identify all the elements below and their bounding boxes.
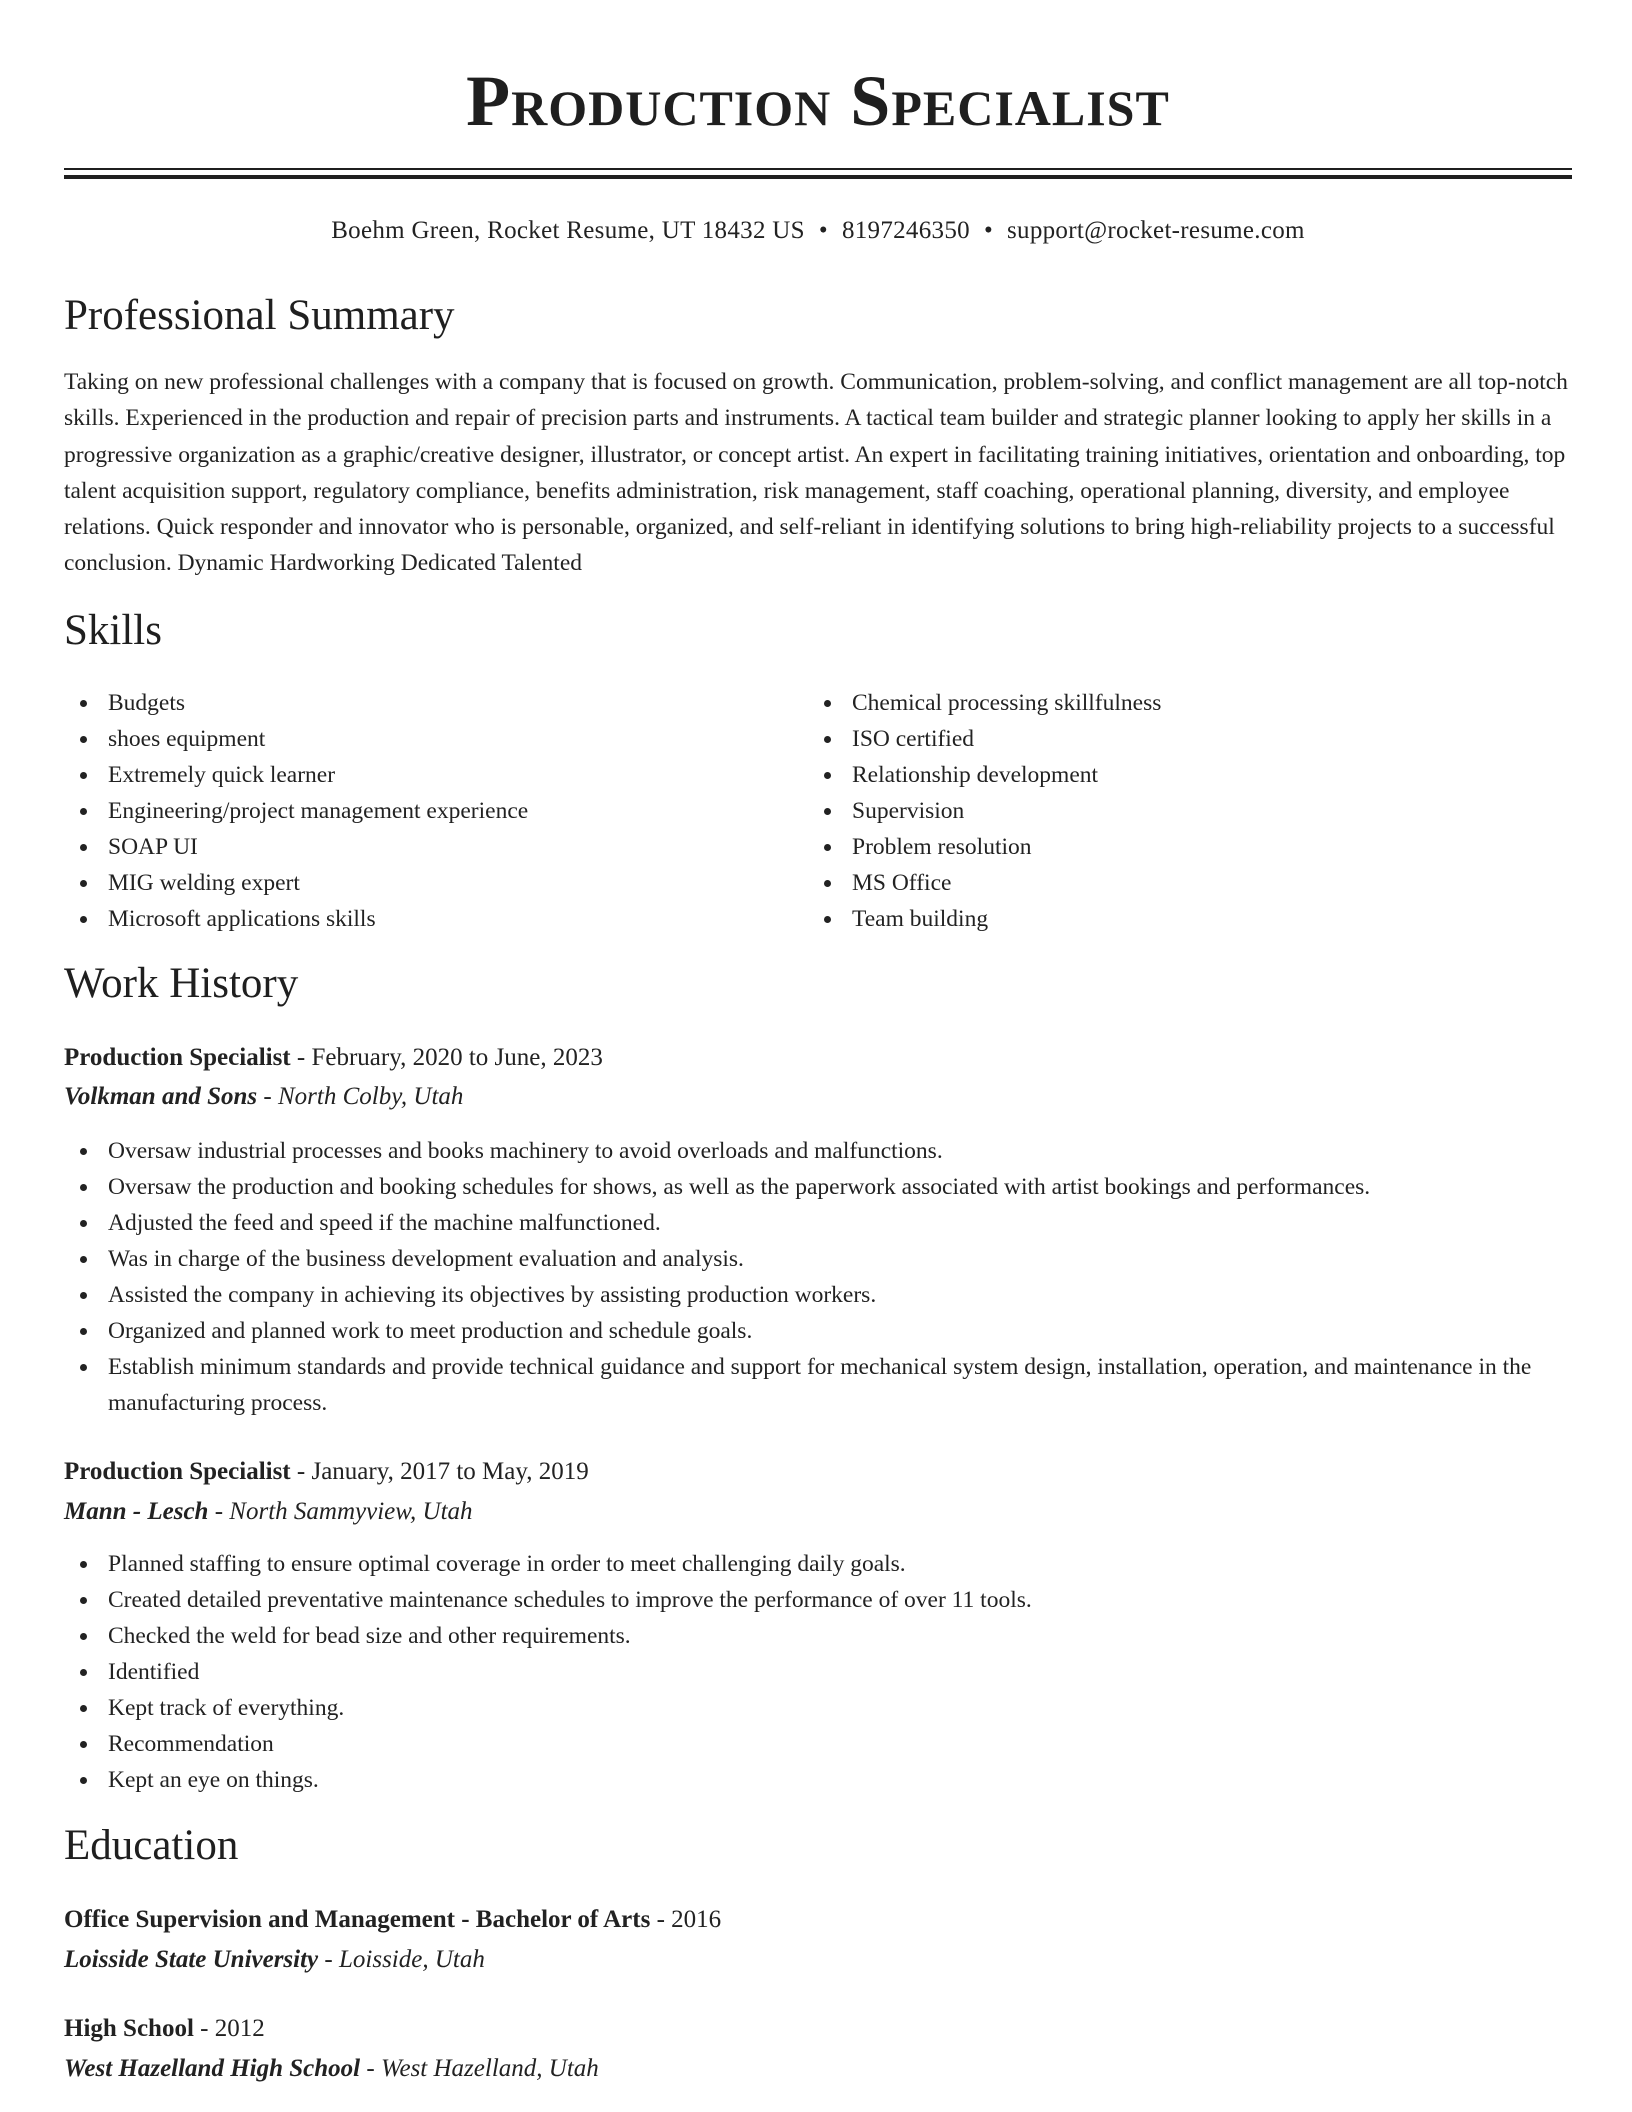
job-location: North Colby, Utah (277, 1083, 464, 1110)
skill-item: Supervision (808, 793, 1508, 829)
list-item: Oversaw industrial processes and books machinery to avoid overloads and malfunctions. (64, 1133, 1572, 1169)
summary-heading: Professional Summary (64, 292, 455, 339)
job-title-line: Production Specialist - January, 2017 to May, 2019 (64, 1458, 589, 1485)
job-dates: January, 2017 to May, 2019 (311, 1458, 589, 1485)
skill-item: SOAP UI (64, 829, 764, 865)
education-degree: High School (64, 2015, 194, 2042)
list-item: Adjusted the feed and speed if the machine malfunctioned. (64, 1205, 1572, 1241)
skill-item: Chemical processing skillfulness (808, 685, 1508, 721)
contact-phone: 8197246350 (841, 217, 970, 244)
list-item: Identified (64, 1654, 1572, 1690)
education-degree-line: Office Supervision and Management - Bachelor of Arts - 2016 (64, 1906, 722, 1933)
education-degree: Office Supervision and Management - Bachelor of Arts (64, 1906, 651, 1933)
skill-item: Budgets (64, 685, 764, 721)
list-item: Planned staffing to ensure optimal coverage in order to meet challenging daily goals. (64, 1546, 1572, 1582)
list-item: Kept track of everything. (64, 1690, 1572, 1726)
list-item: Created detailed preventative maintenance schedules to improve the performance of over 11 tools. (64, 1582, 1572, 1618)
summary-text: Taking on new professional challenges with a company that is focused on growth. Communication, problem-solving, and conflict management are all top-notch skills. Experienced in the production and repair of precision parts and instruments. A tactical team builder and strategic planner looking to apply her skills in a progressive organization as a graphic/creative designer, illustrator, or concept artist. An expert in facilitating training initiatives, orientation and onboarding, top talent acquisition support, regulatory compliance, benefits administration, risk management, staff coaching, operational planning, diversity, and employee relations. Quick responder and innovator who is personable, organized, and self-reliant in identifying solutions to bring high-reliability projects to a successful conclusion. Dynamic Hardworking Dedicated Talented (64, 369, 1568, 577)
job-location: North Sammyview, Utah (229, 1498, 473, 1525)
title-divider-thin (64, 168, 1572, 170)
job-bullets (64, 1133, 1572, 1421)
education-heading: Education (64, 1822, 239, 1869)
resume-page (64, 0, 1572, 2082)
page-title: Production Specialist (466, 61, 1170, 141)
skills-list-left (64, 685, 764, 937)
contact-line (64, 214, 1572, 248)
skill-item: Extremely quick learner (64, 757, 764, 793)
skill-item: Team building (808, 901, 1508, 937)
job-dates: February, 2020 to June, 2023 (311, 1044, 603, 1071)
education-location: Loisside, Utah (338, 1946, 485, 1973)
education-year: 2016 (671, 1906, 722, 1933)
list-item: Establish minimum standards and provide technical guidance and support for mechanical system design, installation, operation, and maintenance in the manufacturing process. (64, 1349, 1572, 1421)
contact-separator: • (818, 217, 828, 244)
education-school-line: West Hazelland High School - West Hazelland, Utah (64, 2055, 599, 2082)
job-title-line: Production Specialist - February, 2020 to June, 2023 (64, 1044, 603, 1071)
education-year: 2012 (214, 2015, 265, 2042)
job-company-line: Volkman and Sons - North Colby, Utah (64, 1083, 464, 1110)
job-title: Production Specialist (64, 1044, 291, 1071)
list-item: Checked the weld for bead size and other requirements. (64, 1618, 1572, 1654)
skill-item: ISO certified (808, 721, 1508, 757)
skill-item: Problem resolution (808, 829, 1508, 865)
education-school: Loisside State University (64, 1946, 319, 1973)
job-company: Mann - Lesch (64, 1498, 209, 1525)
list-item: Organized and planned work to meet production and schedule goals. (64, 1313, 1572, 1349)
contact-address: Boehm Green, Rocket Resume, UT 18432 US (331, 217, 805, 244)
list-item: Recommendation (64, 1726, 1572, 1762)
list-item: Was in charge of the business development evaluation and analysis. (64, 1241, 1572, 1277)
education-location: West Hazelland, Utah (380, 2055, 599, 2082)
job-company: Volkman and Sons (64, 1083, 258, 1110)
skills-heading: Skills (64, 607, 162, 654)
list-item: Oversaw the production and booking schedules for shows, as well as the paperwork associated with artist bookings and performances. (64, 1169, 1572, 1205)
work-history-heading: Work History (64, 960, 299, 1007)
skill-item: Microsoft applications skills (64, 901, 764, 937)
contact-separator: • (983, 217, 993, 244)
job-title: Production Specialist (64, 1458, 291, 1485)
list-item: Kept an eye on things. (64, 1762, 1572, 1798)
education-school: West Hazelland High School (64, 2055, 361, 2082)
job-company-line: Mann - Lesch - North Sammyview, Utah (64, 1498, 473, 1525)
skill-item: Relationship development (808, 757, 1508, 793)
skill-item: shoes equipment (64, 721, 764, 757)
education-degree-line: High School - 2012 (64, 2015, 265, 2042)
job-bullets (64, 1546, 1572, 1798)
education-school-line: Loisside State University - Loisside, Utah (64, 1946, 485, 1973)
skill-item: MIG welding expert (64, 865, 764, 901)
contact-email: support@rocket-resume.com (1007, 217, 1305, 244)
skill-item: Engineering/project management experience (64, 793, 764, 829)
title-divider-thick (64, 175, 1572, 179)
skills-list-right (808, 685, 1508, 937)
list-item: Assisted the company in achieving its objectives by assisting production workers. (64, 1277, 1572, 1313)
skill-item: MS Office (808, 865, 1508, 901)
